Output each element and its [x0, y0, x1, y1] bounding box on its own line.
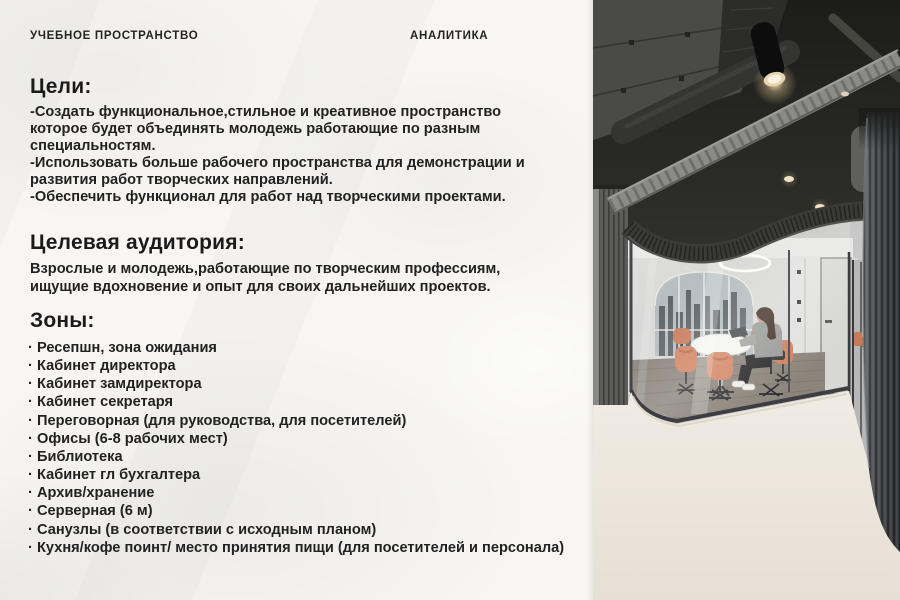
list-item	[28, 466, 564, 484]
bullet-dot: ·	[28, 521, 33, 538]
goals-line: -Создать функциональное,стильное и креативное пространство	[30, 104, 502, 120]
left-slatted-wall	[593, 182, 628, 405]
goals-line: которое будет объединять молодежь работающие по разным	[30, 120, 481, 137]
zone-label: Кабинет директора	[37, 358, 176, 375]
zone-label: Серверная (6 м)	[37, 503, 153, 520]
list-item	[28, 448, 564, 466]
audience-line: ищущие вдохновение и опыт для своих дальнейших проектов.	[30, 278, 491, 295]
zone-label: Кухня/кофе поинт/ место принятия пищи (для посетителей и персонала)	[37, 539, 565, 556]
audience-line: Взрослые и молодежь,работающие по творческим профессиям,	[30, 261, 501, 277]
goals-line: -Обеспечить функционал для работ над творческими проектами.	[30, 188, 506, 205]
audience-text	[30, 261, 500, 296]
goals-line: специальностям.	[30, 137, 156, 154]
list-item	[28, 412, 564, 430]
bullet-dot: ·	[28, 430, 33, 447]
zones-list	[28, 339, 564, 557]
bullet-dot: ·	[28, 539, 33, 556]
zone-label: Санузлы (в соответствии с исходным планом)	[37, 521, 377, 538]
zone-label: Переговорная (для руководства, для посетителей)	[37, 412, 407, 429]
header-right-label: АНАЛИТИКА	[410, 30, 489, 42]
zone-label: Ресепшн, зона ожидания	[37, 340, 217, 356]
header-left-label: УЧЕБНОЕ ПРОСТРАНСТВО	[30, 30, 199, 42]
list-item	[28, 430, 564, 448]
bullet-dot: ·	[28, 467, 33, 484]
bullet-dot: ·	[28, 503, 33, 520]
list-item	[28, 484, 564, 502]
list-item	[28, 393, 564, 411]
zone-label: Кабинет гл бухгалтера	[37, 467, 201, 484]
goals-line: развития работ творческих направлений.	[30, 171, 333, 188]
floor	[593, 391, 900, 600]
list-item	[28, 339, 564, 357]
zones-title: Зоны:	[30, 309, 95, 332]
zone-label: Кабинет секретаря	[37, 394, 174, 411]
bullet-dot: ·	[28, 376, 33, 393]
zone-label: Кабинет замдиректора	[37, 376, 202, 393]
goals-title: Цели:	[30, 75, 92, 98]
audience-title: Целевая аудитория:	[30, 231, 245, 254]
bullet-dot: ·	[28, 485, 33, 502]
goals-text	[30, 104, 525, 205]
bullet-dot: ·	[28, 340, 33, 356]
zone-label: Офисы (6-8 рабочих мест)	[37, 430, 228, 447]
goals-line: -Использовать больше рабочего пространства для демонстрации и	[30, 154, 525, 171]
list-item	[28, 502, 564, 520]
office-photo	[593, 0, 900, 600]
bullet-dot: ·	[28, 358, 33, 375]
bullet-dot: ·	[28, 394, 33, 411]
bullet-dot: ·	[28, 448, 33, 465]
list-item	[28, 357, 564, 375]
bullet-dot: ·	[28, 412, 33, 429]
list-item	[28, 539, 564, 557]
photo-panel	[593, 0, 900, 600]
zone-label: Библиотека	[37, 448, 123, 465]
zone-label: Архив/хранение	[37, 485, 155, 502]
list-item	[28, 375, 564, 393]
list-item	[28, 521, 564, 539]
